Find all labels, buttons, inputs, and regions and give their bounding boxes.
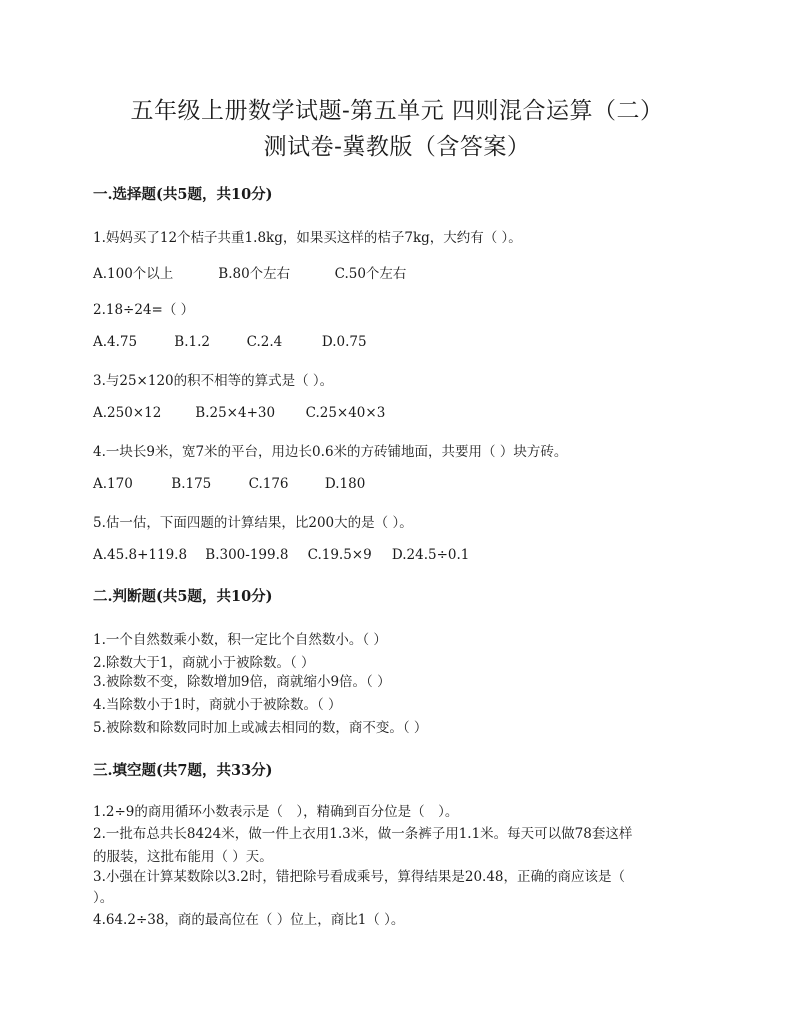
option-b: B.1.2 xyxy=(174,334,210,350)
option-d: D.0.75 xyxy=(321,334,367,350)
question-1: 1.妈妈买了12个桔子共重1.8kg，如果买这样的桔子7kg，大约有（ ）。 xyxy=(93,230,522,246)
question-3-options xyxy=(93,405,385,421)
judgment-item-4: 4.当除数小于1时，商就小于被除数。（ ） xyxy=(93,697,342,713)
question-3: 3.与25×120的积不相等的算式是（ ）。 xyxy=(93,373,334,389)
option-c: C.2.4 xyxy=(246,334,283,350)
option-c: C.176 xyxy=(248,476,289,492)
fill-item-1: 1.2÷9的商用循环小数表示是（ ），精确到百分位是（ ）。 xyxy=(93,804,459,820)
judgment-item-3: 3.被除数不变，除数增加9倍，商就缩小9倍。（ ） xyxy=(93,674,391,690)
option-c: C.50个左右 xyxy=(334,266,407,282)
question-5-options xyxy=(93,547,469,563)
page-title-line1: 五年级上册数学试题-第五单元 四则混合运算（二） xyxy=(130,98,664,124)
judgment-item-2: 2.除数大于1，商就小于被除数。（ ） xyxy=(93,655,315,671)
fill-item-3-line2: ）。 xyxy=(93,890,114,906)
section-heading-choice: 一.选择题(共5题，共10分) xyxy=(93,186,273,203)
judgment-item-5: 5.被除数和除数同时加上或减去相同的数，商不变。（ ） xyxy=(93,720,428,736)
option-b: B.300-199.8 xyxy=(205,547,289,563)
fill-item-3-line1: 3.小强在计算某数除以3.2时，错把除号看成乘号，算得结果是20.48，正确的商应该是（ xyxy=(93,869,625,885)
fill-item-4: 4.64.2÷38，商的最高位在（ ）位上，商比1（ ）。 xyxy=(93,912,405,928)
question-2-options xyxy=(93,334,367,350)
option-a: A.170 xyxy=(93,476,133,492)
option-b: B.175 xyxy=(171,476,212,492)
page-title-line2: 测试卷-冀教版（含答案） xyxy=(263,134,531,160)
option-a: A.4.75 xyxy=(93,334,138,350)
question-2: 2.18÷24=（ ） xyxy=(93,302,195,318)
option-b: B.80个左右 xyxy=(218,266,291,282)
option-a: A.100个以上 xyxy=(93,266,174,282)
option-c: C.25×40×3 xyxy=(305,405,386,421)
option-c: C.19.5×9 xyxy=(307,547,372,563)
question-4: 4.一块长9米，宽7米的平台，用边长0.6米的方砖铺地面，共要用（ ）块方砖。 xyxy=(93,444,568,460)
question-1-options xyxy=(93,262,406,282)
question-4-options xyxy=(93,476,365,492)
question-5: 5.估一估，下面四题的计算结果，比200大的是（ ）。 xyxy=(93,515,413,531)
option-a: A.250×12 xyxy=(93,405,162,421)
section-heading-fill-blank: 三.填空题(共7题，共33分) xyxy=(93,762,273,779)
judgment-item-1: 1.一个自然数乘小数，积一定比个自然数小。（ ） xyxy=(93,632,387,648)
fill-item-2-line1: 2.一批布总共长8424米，做一件上衣用1.3米，做一条裤子用1.1米。每天可以做78套这样 xyxy=(93,826,633,842)
option-d: D.180 xyxy=(324,476,366,492)
option-a: A.45.8+119.8 xyxy=(93,547,188,563)
option-b: B.25×4+30 xyxy=(195,405,276,421)
section-heading-judgment: 二.判断题(共5题，共10分) xyxy=(93,588,273,605)
fill-item-2-line2: 的服装，这批布能用（ ）天。 xyxy=(93,849,273,865)
option-d: D.24.5÷0.1 xyxy=(391,547,470,563)
